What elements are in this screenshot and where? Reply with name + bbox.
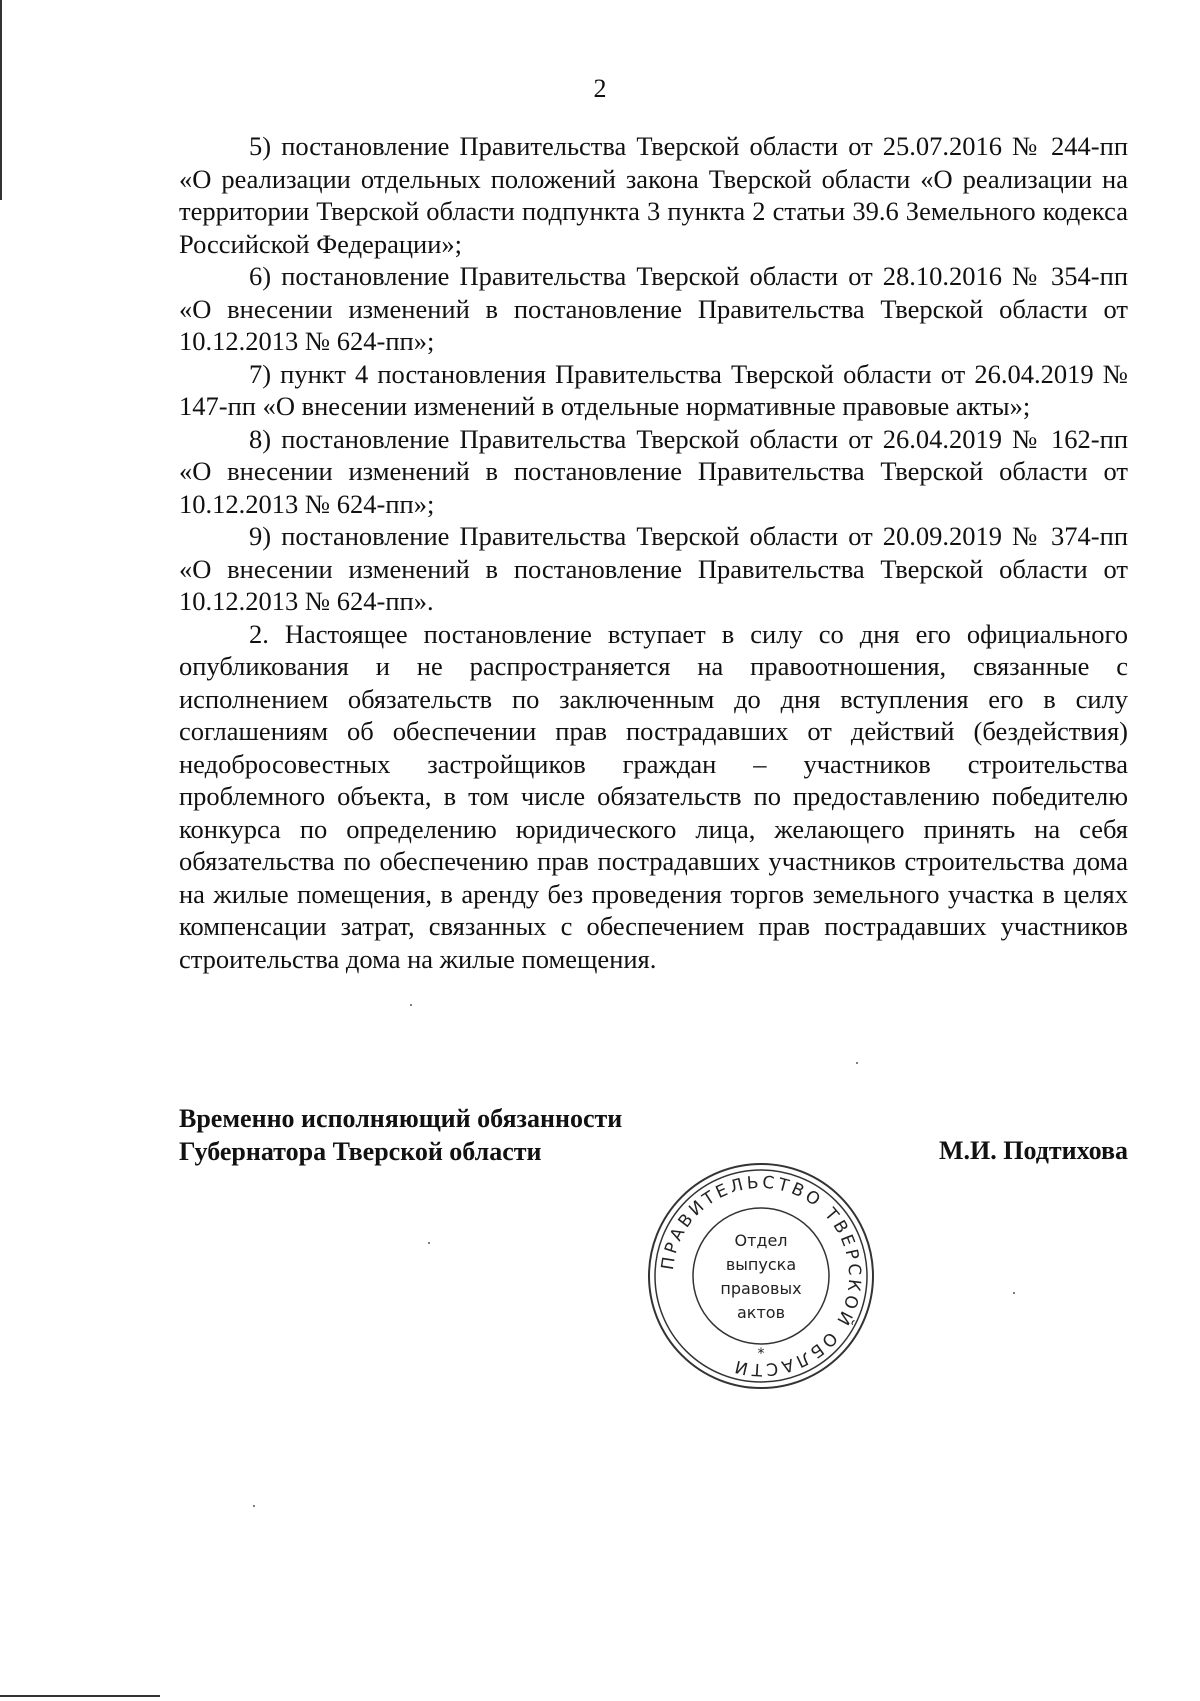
official-stamp — [645, 1160, 877, 1392]
list-item: 9) постановление Правительства Тверской области от 20.09.2019 № 374-пп «О внесении изменений в постановление Правительства Тверской области от 10.12.2013 № 624-пп». — [179, 521, 1128, 616]
list-item: 7) пункт 4 постановления Правительства Тверской области от 26.04.2019 № 147-пп «О внесении изменений в отдельные нормативные правовые акты»; — [179, 358, 1128, 421]
scan-speck — [428, 1242, 430, 1244]
list-item: 8) постановление Правительства Тверской области от 26.04.2019 № 162-пп «О внесении изменений в постановление Правительства Тверской области от 10.12.2013 № 624-пп»; — [179, 423, 1128, 519]
stamp-center-line: выпуска — [725, 1255, 797, 1274]
scan-speck — [856, 1062, 858, 1064]
stamp-center-line: актов — [736, 1303, 786, 1322]
list-item: 5) постановление Правительства Тверской области от 25.07.2016 № 244-пп «О реализации отдельных положений закона Тверской области «О реализации на территории Тверской области подпункта 3 пункта 2 статьи 39.6 Земельного кодекса Российской Федерации»; — [179, 131, 1128, 259]
scan-speck — [410, 1004, 412, 1006]
list-item: 6) постановление Правительства Тверской области от 28.10.2016 № 354-пп «О внесении изменений в постановление Правительства Тверской области от 10.12.2013 № 624-пп»; — [179, 261, 1128, 356]
stamp-star: * — [757, 1346, 765, 1362]
signatory-name: М.И. Подтихова — [938, 1136, 1128, 1165]
stamp-center-line: Отдел — [734, 1231, 788, 1250]
signature-block — [179, 1103, 1128, 1168]
stamp-center-line: правовых — [720, 1279, 802, 1298]
clause-2-paragraph: 2. Настоящее постановление вступает в силу со дня его официального опубликования и не распространяется на правоотношения, связанные с исполнением обязательств по заключенным до дня вступления его в силу соглашениям об обеспечении прав пострадавших от действий (бездействия) недобросовестных застройщиков граждан – участников строительства проблемного объекта, в том числе обязательств по предоставлению победителю конкурса по определению юридического лица, желающего принять на себя обязательства по обеспечению прав пострадавших участников строительства дома на жилые помещения, в аренду без проведения торгов земельного участка в целях компенсации затрат, связанных с обеспечением прав пострадавших участников строительства дома на жилые помещения. — [179, 618, 1128, 974]
page-number: 2 — [593, 74, 607, 103]
signatory-position-line1: Временно исполняющий обязанности — [179, 1104, 623, 1133]
signatory-position-line2: Губернатора Тверской области — [179, 1136, 542, 1166]
stamp-ring-text: ПРАВИТЕЛЬСТВО ТВЕРСКОЙ ОБЛАСТИ — [657, 1172, 865, 1380]
scan-speck — [253, 1505, 255, 1507]
document-body — [179, 130, 1128, 975]
stamp-seal-icon — [645, 1160, 877, 1392]
scan-bottom-edge — [0, 1695, 160, 1697]
scan-speck — [1013, 1292, 1015, 1294]
